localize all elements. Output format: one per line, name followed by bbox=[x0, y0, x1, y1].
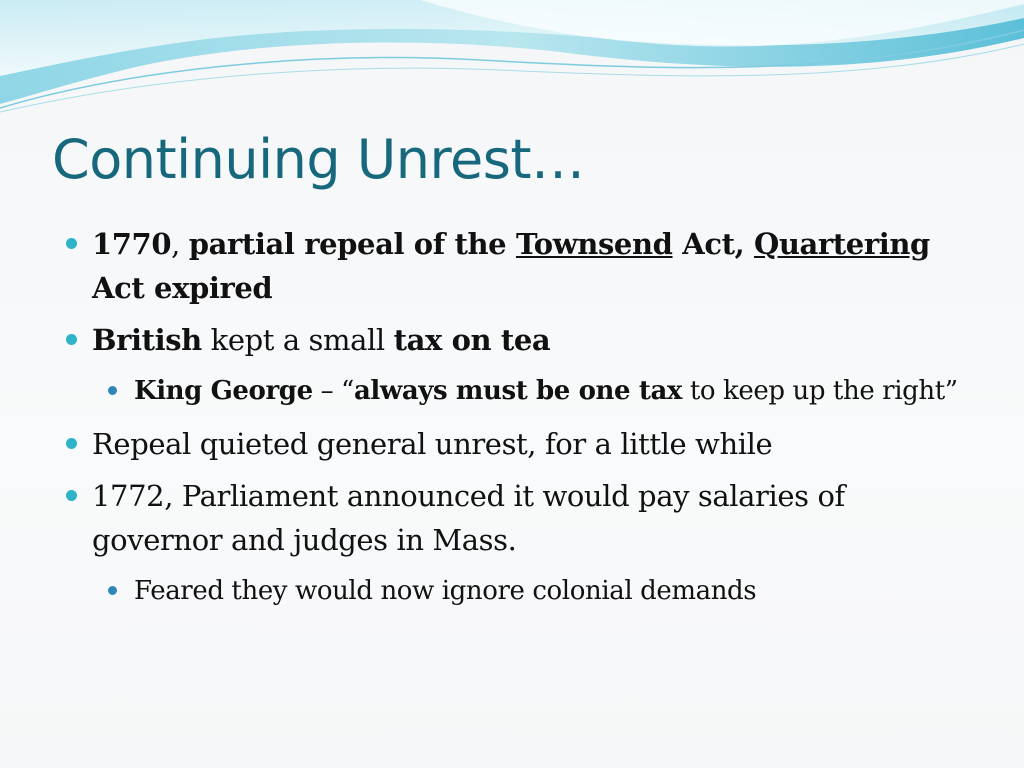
quartering-term: Quartering bbox=[753, 227, 930, 261]
sub-bullet-dot-icon bbox=[108, 586, 117, 595]
bullet-dot-icon bbox=[66, 334, 77, 345]
bullet-text-bold: King George bbox=[134, 376, 313, 406]
bullet-dot-icon bbox=[66, 490, 77, 501]
bullet-text: kept a small bbox=[201, 323, 394, 357]
bullet-text-bold: Act, bbox=[672, 227, 754, 261]
bullet-text-bold: Act expired bbox=[92, 271, 273, 305]
bullet-text-bold: British bbox=[92, 323, 202, 357]
bullet-text: – “ bbox=[312, 376, 354, 406]
bullet-list bbox=[0, 222, 1000, 622]
townsend-term: Townsend bbox=[515, 227, 673, 261]
bullet-text-bold: always must be one tax bbox=[353, 376, 682, 406]
bullet-item bbox=[0, 222, 1000, 310]
sub-bullet-dot-icon bbox=[108, 386, 117, 395]
bullet-dot-icon bbox=[66, 438, 77, 449]
sub-bullet-item bbox=[0, 570, 1000, 612]
bullet-text: to keep up the right” bbox=[682, 376, 958, 406]
bullet-item bbox=[0, 422, 1000, 466]
slide-title: Continuing Unrest… bbox=[52, 128, 585, 191]
bullet-dot-icon bbox=[66, 238, 77, 249]
header-wave-decoration bbox=[0, 0, 1024, 120]
bullet-text-bold: partial repeal of the bbox=[188, 227, 516, 261]
bullet-text: Feared they would now ignore colonial demands bbox=[134, 576, 757, 606]
bullet-text: , bbox=[171, 227, 189, 261]
bullet-text-bold: tax on tea bbox=[393, 323, 551, 357]
bullet-text: 1772, Parliament announced it would pay salaries of governor and judges in Mass. bbox=[92, 479, 845, 557]
sub-bullet-item bbox=[0, 370, 1000, 412]
bullet-item bbox=[0, 474, 1000, 562]
bullet-item bbox=[0, 318, 1000, 362]
bullet-text-year: 1770 bbox=[92, 227, 172, 261]
bullet-text: Repeal quieted general unrest, for a little while bbox=[92, 427, 773, 461]
